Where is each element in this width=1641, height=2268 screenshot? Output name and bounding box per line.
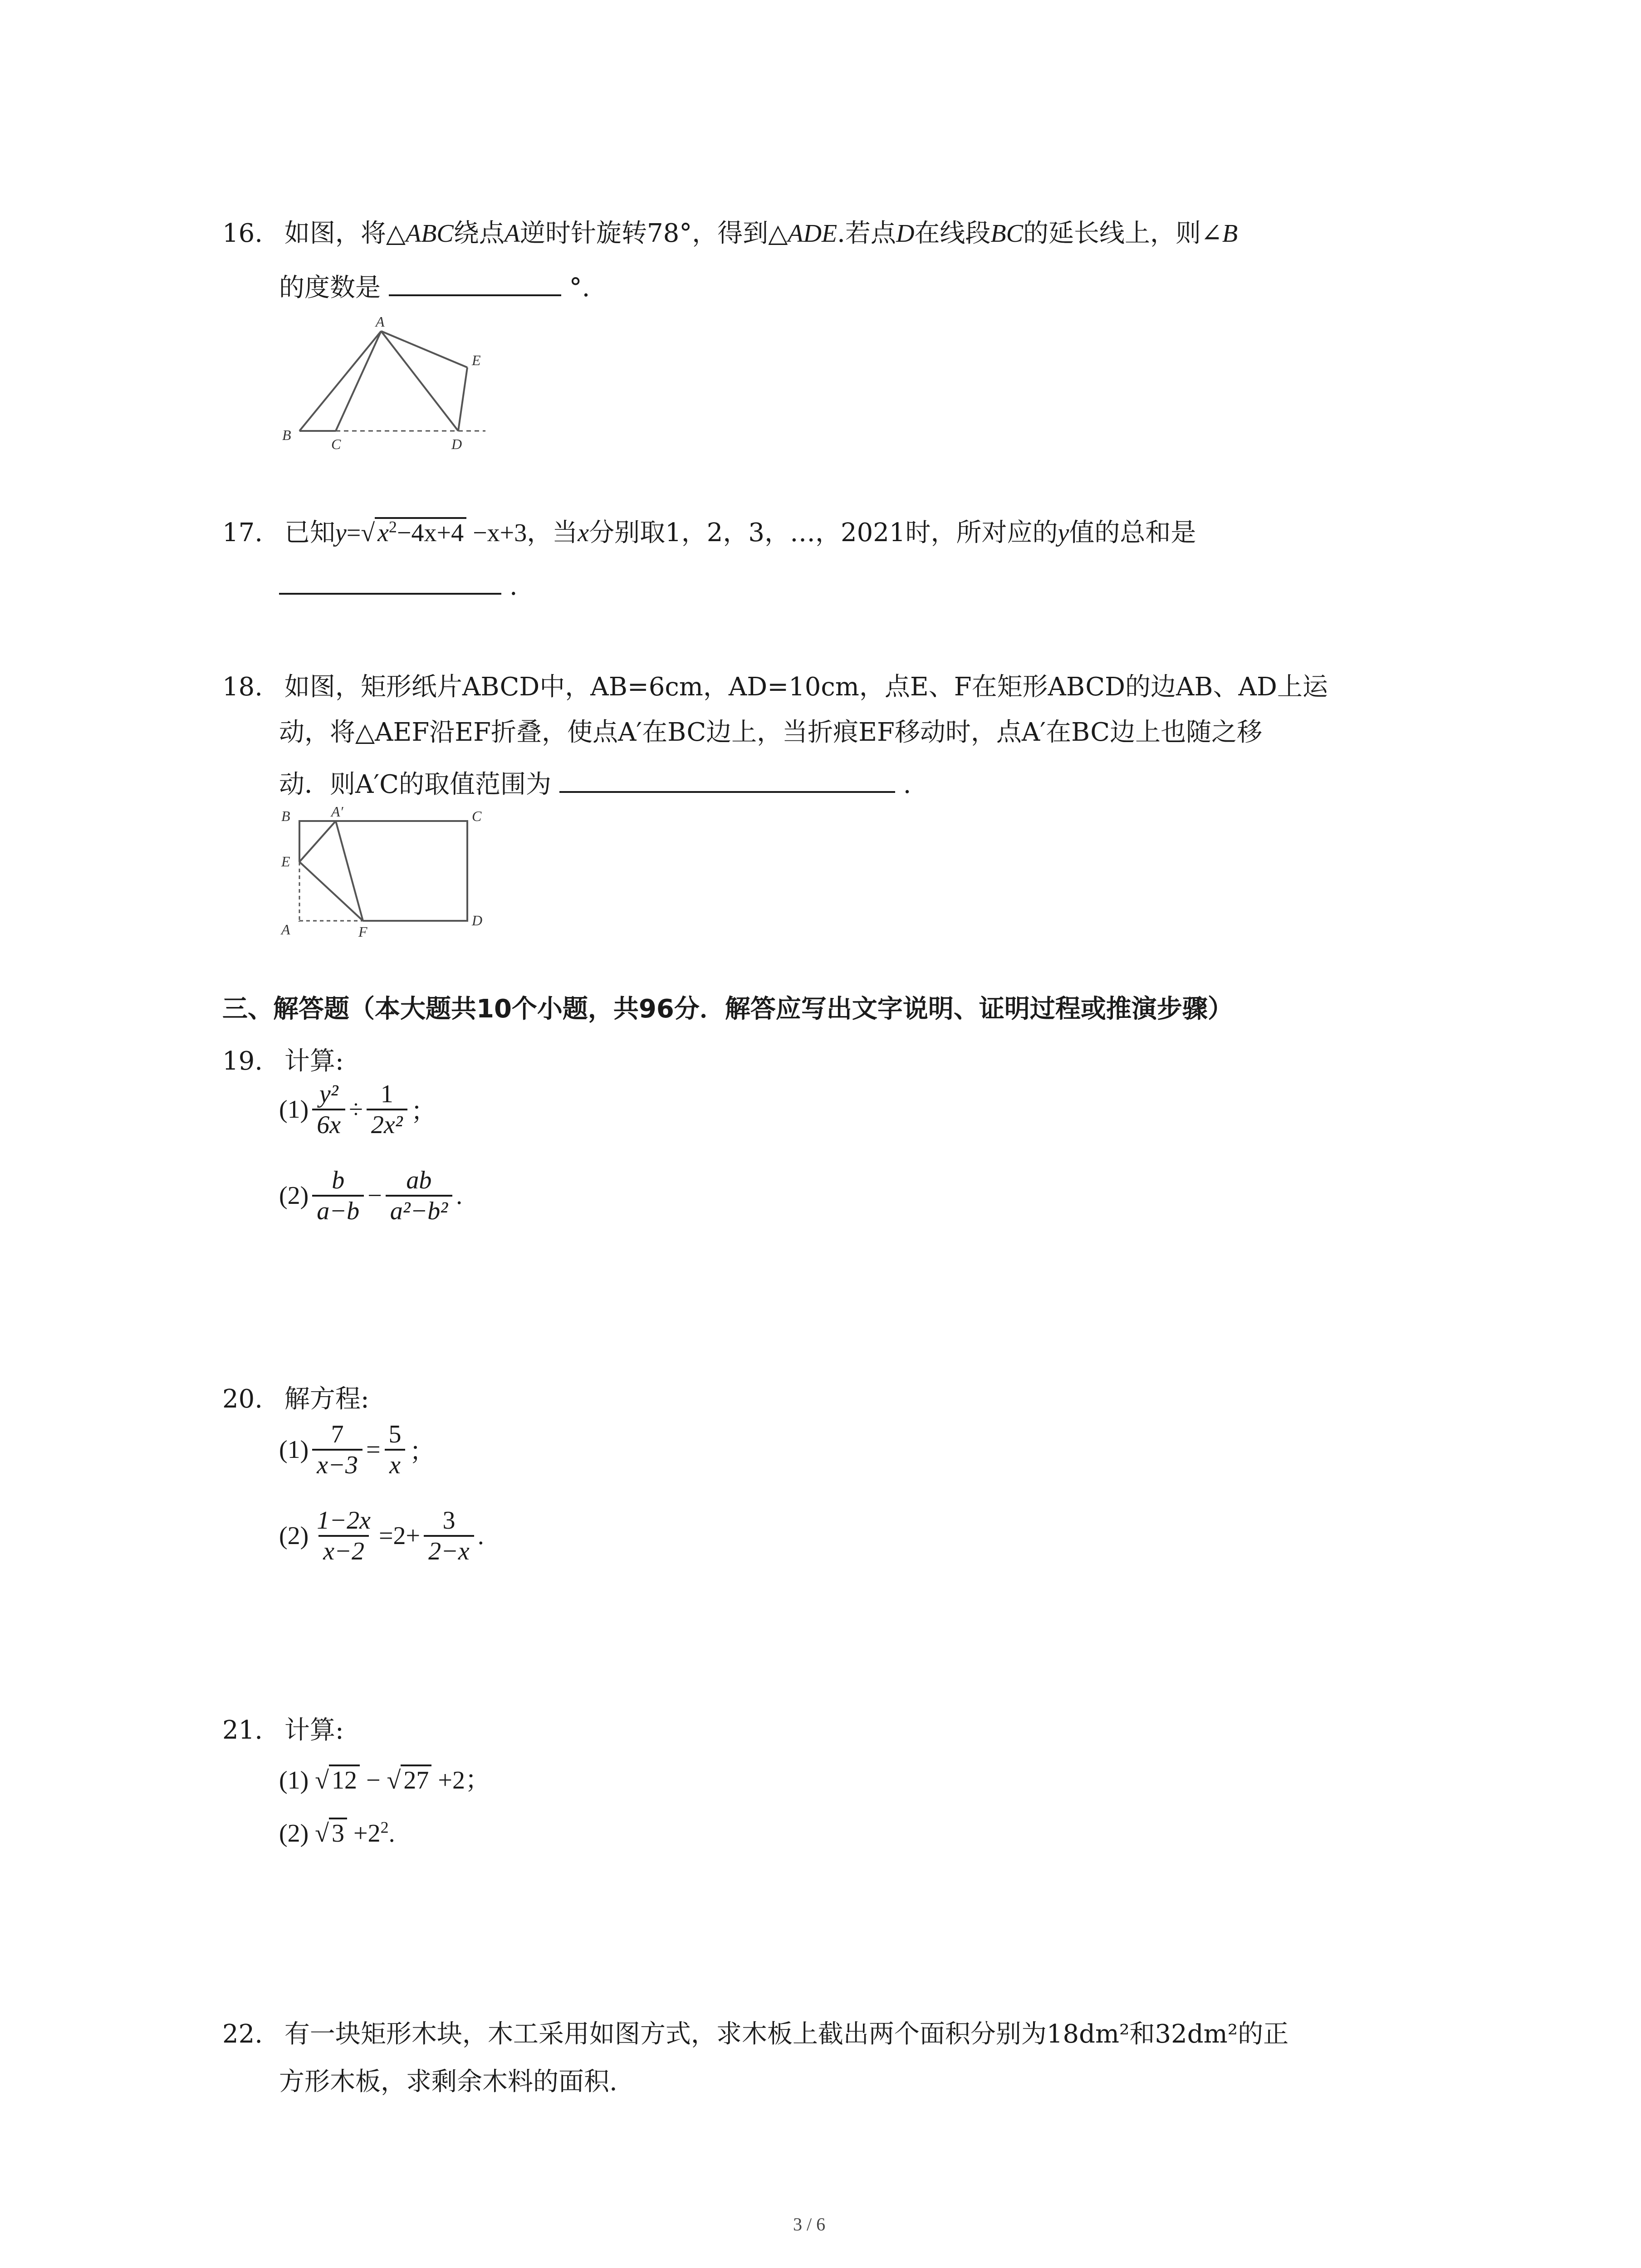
q18-segment-a-prime-f [336, 821, 363, 921]
page-number: 3 / 6 [793, 2214, 826, 2234]
q22-line2: 方形木板，求剩余木料的面积. [279, 2067, 617, 2097]
q16-label-b: B [282, 427, 291, 443]
q18-line1: 18. 如图，矩形纸片ABCD中，AB=6cm，AD=10cm，点E、F在矩形ABCD的边AB、AD上运 [222, 672, 1328, 702]
section-3-heading: 三、解答题（本大题共10个小题，共96分．解答应写出文字说明、证明过程或推演步骤） [222, 994, 1233, 1024]
q18-rectangle [299, 821, 467, 921]
q21-sqrt-27: √ 27 [387, 1766, 432, 1795]
q20-frac-1: $\frac{7}{x-3}$ [312, 1420, 362, 1480]
q16-segment-ed [458, 367, 467, 431]
q18-figure [272, 803, 499, 939]
q20-part2: (2) $\frac{1-2x}{x-2}$ =2+ $\frac{3}{2-x}$ . [279, 1506, 484, 1566]
q16-label-c: C [331, 436, 341, 452]
q22-number: 22. [222, 2019, 263, 2049]
q20-number: 20. [222, 1384, 263, 1414]
q16-segment-ca [336, 331, 381, 431]
q17-sqrt: √ $x^2-4x+4$ [361, 518, 466, 547]
q16-figure [272, 308, 508, 458]
q17-line1: 17. 已知y=√ $x^2-4x+4 -x+3$，当x分别取1，2，3，…，2021时，所对应的y值的总和是 [222, 518, 1196, 547]
q16-answer-blank[interactable] [389, 290, 561, 296]
q16-label-d: D [451, 436, 462, 452]
q16-line2: 的度数是 °. [279, 273, 590, 303]
q22-line1: 22. 有一块矩形木块，木工采用如图方式，求木板上截出两个面积分别为18dm²和32dm²的正 [222, 2019, 1289, 2049]
q19-part1: (1) $\frac{\text{y²}}{6x}$ ÷ $\frac{1}{\text{2x²}}$ ； [279, 1080, 436, 1139]
q18-number: 18. [222, 672, 263, 702]
q18-line2: 动，将△AEF沿EF折叠，使点A′在BC边上，当折痕EF移动时，点A′在BC边上也随之移 [279, 718, 1263, 747]
q21-part1: (1) √ 12 − √ 27 +2； [279, 1760, 490, 1796]
q18-label-d: D [472, 912, 483, 929]
q21-number: 21. [222, 1716, 263, 1745]
q18-label-f: F [358, 924, 367, 939]
q19-number: 19. [222, 1046, 263, 1076]
q19-title: 19. 计算: [222, 1046, 344, 1076]
q19-frac-2: $\frac{1}{\text{2x²}}$ [367, 1080, 407, 1140]
q19-part2: (2) $\frac{b}{a-b}$ − $\frac{ab}{\text{a²−b²}}$ . [279, 1166, 463, 1226]
q16-segment-ba [299, 331, 381, 431]
q20-frac-4: $\frac{3}{2-x}$ [424, 1506, 474, 1566]
q20-title: 20. 解方程: [222, 1384, 369, 1414]
q18-segment-ea-prime [299, 821, 336, 862]
q16-label-e: E [472, 352, 481, 368]
q19-frac-4: $\frac{ab}{\text{a²−b²}}$ [386, 1166, 452, 1226]
q18-label-a-prime: A′ [331, 803, 343, 820]
q21-title: 21. 计算: [222, 1716, 344, 1745]
q16-number: 16. [222, 219, 263, 248]
q18-label-c: C [472, 808, 482, 824]
q16-label-a: A [376, 313, 385, 330]
q16-segment-ad [381, 331, 458, 431]
q19-frac-3: $\frac{b}{a-b}$ [312, 1166, 364, 1226]
q20-part1: (1) $\frac{7}{x-3}$ = $\frac{5}{x}$ ； [279, 1420, 435, 1480]
q18-segment-ef [299, 862, 363, 921]
q17-answer-blank[interactable] [279, 588, 501, 595]
q19-frac-1: $\frac{\text{y²}}{6x}$ [312, 1080, 345, 1140]
q17-number: 17. [222, 518, 263, 547]
q18-label-a: A [281, 921, 290, 938]
q16-line1: 16. 如图，将△ABC绕点A逆时针旋转78°，得到△ADE.若点D在线段BC的延长线上，则∠B [222, 219, 1238, 248]
q21-sqrt-3: √ 3 [315, 1819, 347, 1848]
q18-label-e: E [281, 853, 290, 870]
q18-answer-blank[interactable] [559, 787, 895, 793]
q18-line3: 动．则A′C的取值范围为 . [279, 770, 911, 799]
q18-label-b: B [281, 808, 290, 824]
q20-frac-2: $\frac{5}{x}$ [384, 1420, 406, 1480]
q21-part2: (2) √ $3 +2^2$. [279, 1818, 395, 1848]
q21-sqrt-12: √ 12 [315, 1766, 360, 1795]
q17-line2: . [279, 572, 518, 601]
q20-frac-3: $\frac{1-2x}{x-2}$ [317, 1506, 371, 1566]
